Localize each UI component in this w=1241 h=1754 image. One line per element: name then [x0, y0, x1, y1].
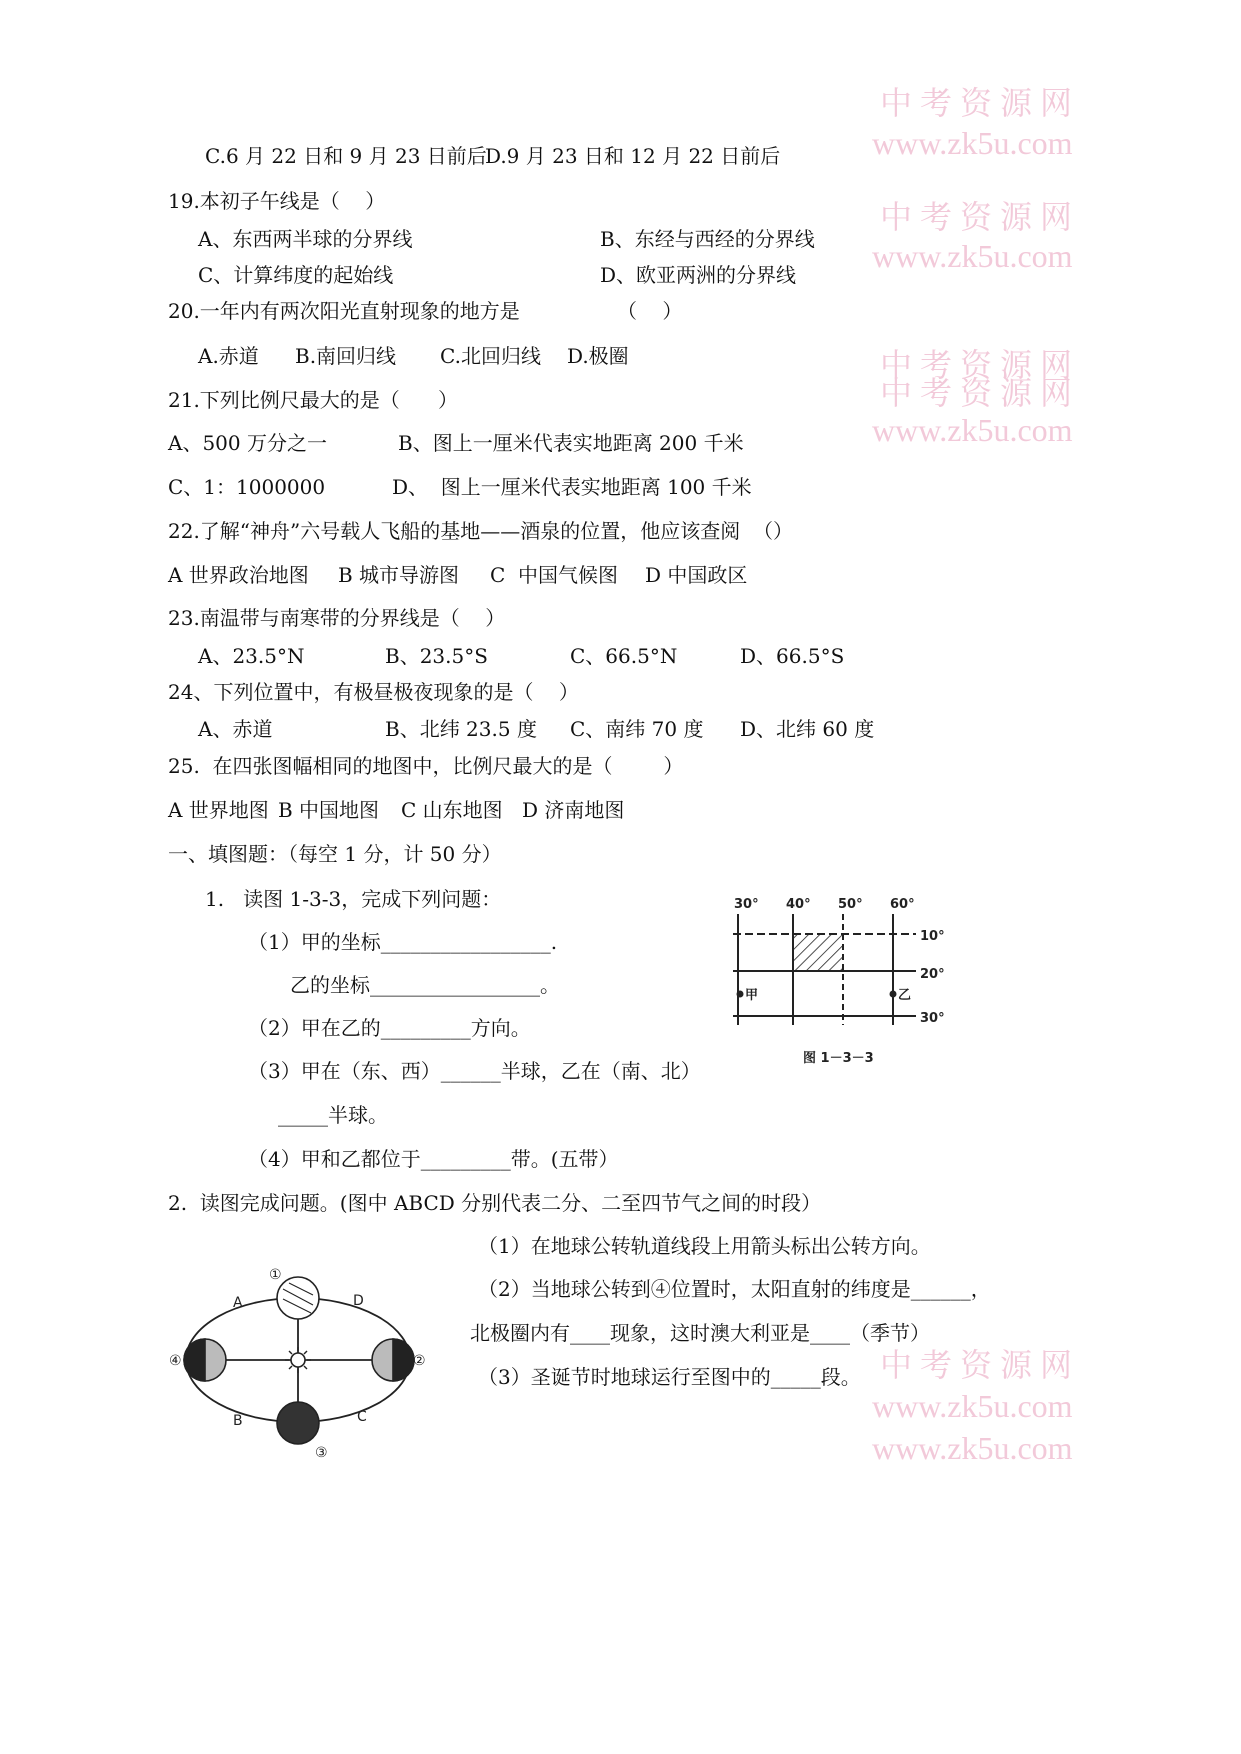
p1-sub1-a: （1）甲的坐标_________________. — [248, 930, 558, 954]
q25-option-a: A 世界地图 — [168, 798, 269, 822]
earth-orbit-figure — [165, 1265, 435, 1465]
sun-icon — [285, 1347, 311, 1373]
point-yi-label: 乙 — [898, 988, 912, 1003]
earth-position-3 — [277, 1402, 319, 1444]
segment-a-label: A — [233, 1295, 243, 1311]
point-yi — [890, 991, 897, 998]
grid-label-40: 40° — [786, 897, 811, 912]
p2-sub1: （1）在地球公转轨道线段上用箭头标出公转方向。 — [478, 1234, 931, 1258]
q20-stem: 20.一年内有两次阳光直射现象的地方是 — [168, 299, 520, 323]
q22-option-d: D 中国政区 — [645, 563, 748, 587]
q25-option-d: D 济南地图 — [522, 798, 625, 822]
q24-option-c: C、南纬 70 度 — [570, 717, 704, 741]
watermark-url: www.zk5u.com — [872, 1388, 1073, 1424]
grid-label-20: 20° — [920, 967, 945, 982]
q21-option-d: D、 图上一厘米代表实地距离 100 千米 — [392, 475, 752, 499]
q23-option-b: B、23.5°S — [385, 644, 488, 668]
q23-option-a: A、23.5°N — [198, 644, 305, 668]
q20-option-c: C.北回归线 — [440, 344, 541, 368]
q22-stem: 22.了解“神舟”六号载人飞船的基地——酒泉的位置，他应该查阅 （） — [168, 519, 793, 543]
q24-stem: 24、下列位置中，有极昼极夜现象的是（ ） — [168, 680, 579, 704]
grid-label-60: 60° — [890, 897, 915, 912]
q22-option-a: A 世界政治地图 — [168, 563, 309, 587]
p2-stem: 2. 读图完成问题。(图中 ABCD 分别代表二分、二至四节气之间的时段） — [168, 1191, 822, 1215]
section-title: 一、填图题：（每空 1 分，计 50 分） — [168, 842, 502, 866]
p1-sub1-b: 乙的坐标_________________。 — [290, 973, 560, 997]
q22-option-c: C 中国气候图 — [490, 563, 619, 587]
figure-caption: 图 1－3－3 — [803, 1051, 874, 1066]
p1-sub3-a: （3）甲在（东、西）______半球，乙在（南、北） — [248, 1059, 701, 1083]
grid-label-30: 30° — [734, 897, 759, 912]
p1-sub4: （4）甲和乙都位于_________带。(五带） — [248, 1147, 619, 1171]
q21-option-b: B、图上一厘米代表实地距离 200 千米 — [398, 431, 744, 455]
grid-label-10: 10° — [920, 929, 945, 944]
q25-stem: 25. 在四张图幅相同的地图中，比例尺最大的是（ ） — [168, 754, 684, 778]
q18-option-d: D.9 月 23 日和 12 月 22 日前后 — [485, 144, 781, 168]
q23-stem: 23.南温带与南寒带的分界线是（ ） — [168, 606, 506, 630]
point-jia-label: 甲 — [745, 988, 759, 1003]
grid-label-30s: 30° — [920, 1011, 945, 1026]
watermark-url: www.zk5u.com — [872, 238, 1073, 274]
position-2-label: ② — [413, 1353, 426, 1369]
p1-sub3-b: _____半球。 — [278, 1103, 388, 1127]
q19-stem: 19.本初子午线是（ ） — [168, 189, 386, 213]
watermark-text: 中考资源网 — [880, 1347, 1081, 1383]
p1-sub2: （2）甲在乙的_________方向。 — [248, 1016, 531, 1040]
p2-sub2-a: （2）当地球公转到④位置时，太阳直射的纬度是______， — [478, 1277, 991, 1301]
segment-b-label: B — [233, 1413, 243, 1429]
q24-option-a: A、赤道 — [198, 717, 273, 741]
point-jia — [737, 991, 744, 998]
earth-position-1 — [277, 1277, 319, 1319]
q25-option-b: B 中国地图 — [278, 798, 380, 822]
q18-option-c: C.6 月 22 日和 9 月 23 日前后 — [205, 144, 487, 168]
q20-option-d: D.极圈 — [567, 344, 629, 368]
q20-option-b: B.南回归线 — [295, 344, 397, 368]
q19-option-a: A、东西两半球的分界线 — [198, 227, 413, 251]
q24-option-b: B、北纬 23.5 度 — [385, 717, 537, 741]
watermark-text: 中考资源网 — [880, 85, 1081, 121]
position-4-label: ④ — [169, 1353, 182, 1369]
p2-sub3: （3）圣诞节时地球运行至图中的_____段。 — [478, 1365, 861, 1389]
watermark-url: www.zk5u.com — [872, 412, 1073, 448]
q20-paren: （ ） — [617, 299, 683, 323]
q22-option-b: B 城市导游图 — [338, 563, 460, 587]
p2-sub2-b: 北极圈内有____现象，这时澳大利亚是____（季节） — [470, 1321, 930, 1345]
q19-option-c: C、计算纬度的起始线 — [198, 263, 394, 287]
q25-option-c: C 山东地图 — [401, 798, 503, 822]
position-1-label: ① — [269, 1267, 282, 1283]
coordinate-grid-figure — [728, 890, 958, 1080]
position-3-label: ③ — [315, 1445, 328, 1461]
q21-option-c: C、1：1000000 — [168, 475, 326, 499]
q23-option-c: C、66.5°N — [570, 644, 678, 668]
q19-option-d: D、欧亚两洲的分界线 — [600, 263, 797, 287]
watermark-text: 中考资源网 — [880, 375, 1081, 411]
q24-option-d: D、北纬 60 度 — [740, 717, 875, 741]
segment-d-label: D — [353, 1293, 364, 1309]
q23-option-d: D、66.5°S — [740, 644, 845, 668]
watermark-text: 中考资源网 — [880, 199, 1081, 235]
q19-option-b: B、东经与西经的分界线 — [600, 227, 815, 251]
hatched-region — [793, 934, 843, 971]
segment-c-label: C — [357, 1409, 367, 1425]
p1-stem: 1. 读图 1-3-3，完成下列问题： — [205, 887, 502, 911]
q21-option-a: A、500 万分之一 — [168, 431, 327, 455]
watermark-text: 中考资源网 — [880, 347, 1081, 383]
watermark-url: www.zk5u.com — [872, 125, 1073, 161]
grid-label-50: 50° — [838, 897, 863, 912]
watermark-url: www.zk5u.com — [872, 1430, 1073, 1466]
q20-option-a: A.赤道 — [198, 344, 259, 368]
q21-stem: 21.下列比例尺最大的是（ ） — [168, 388, 458, 412]
